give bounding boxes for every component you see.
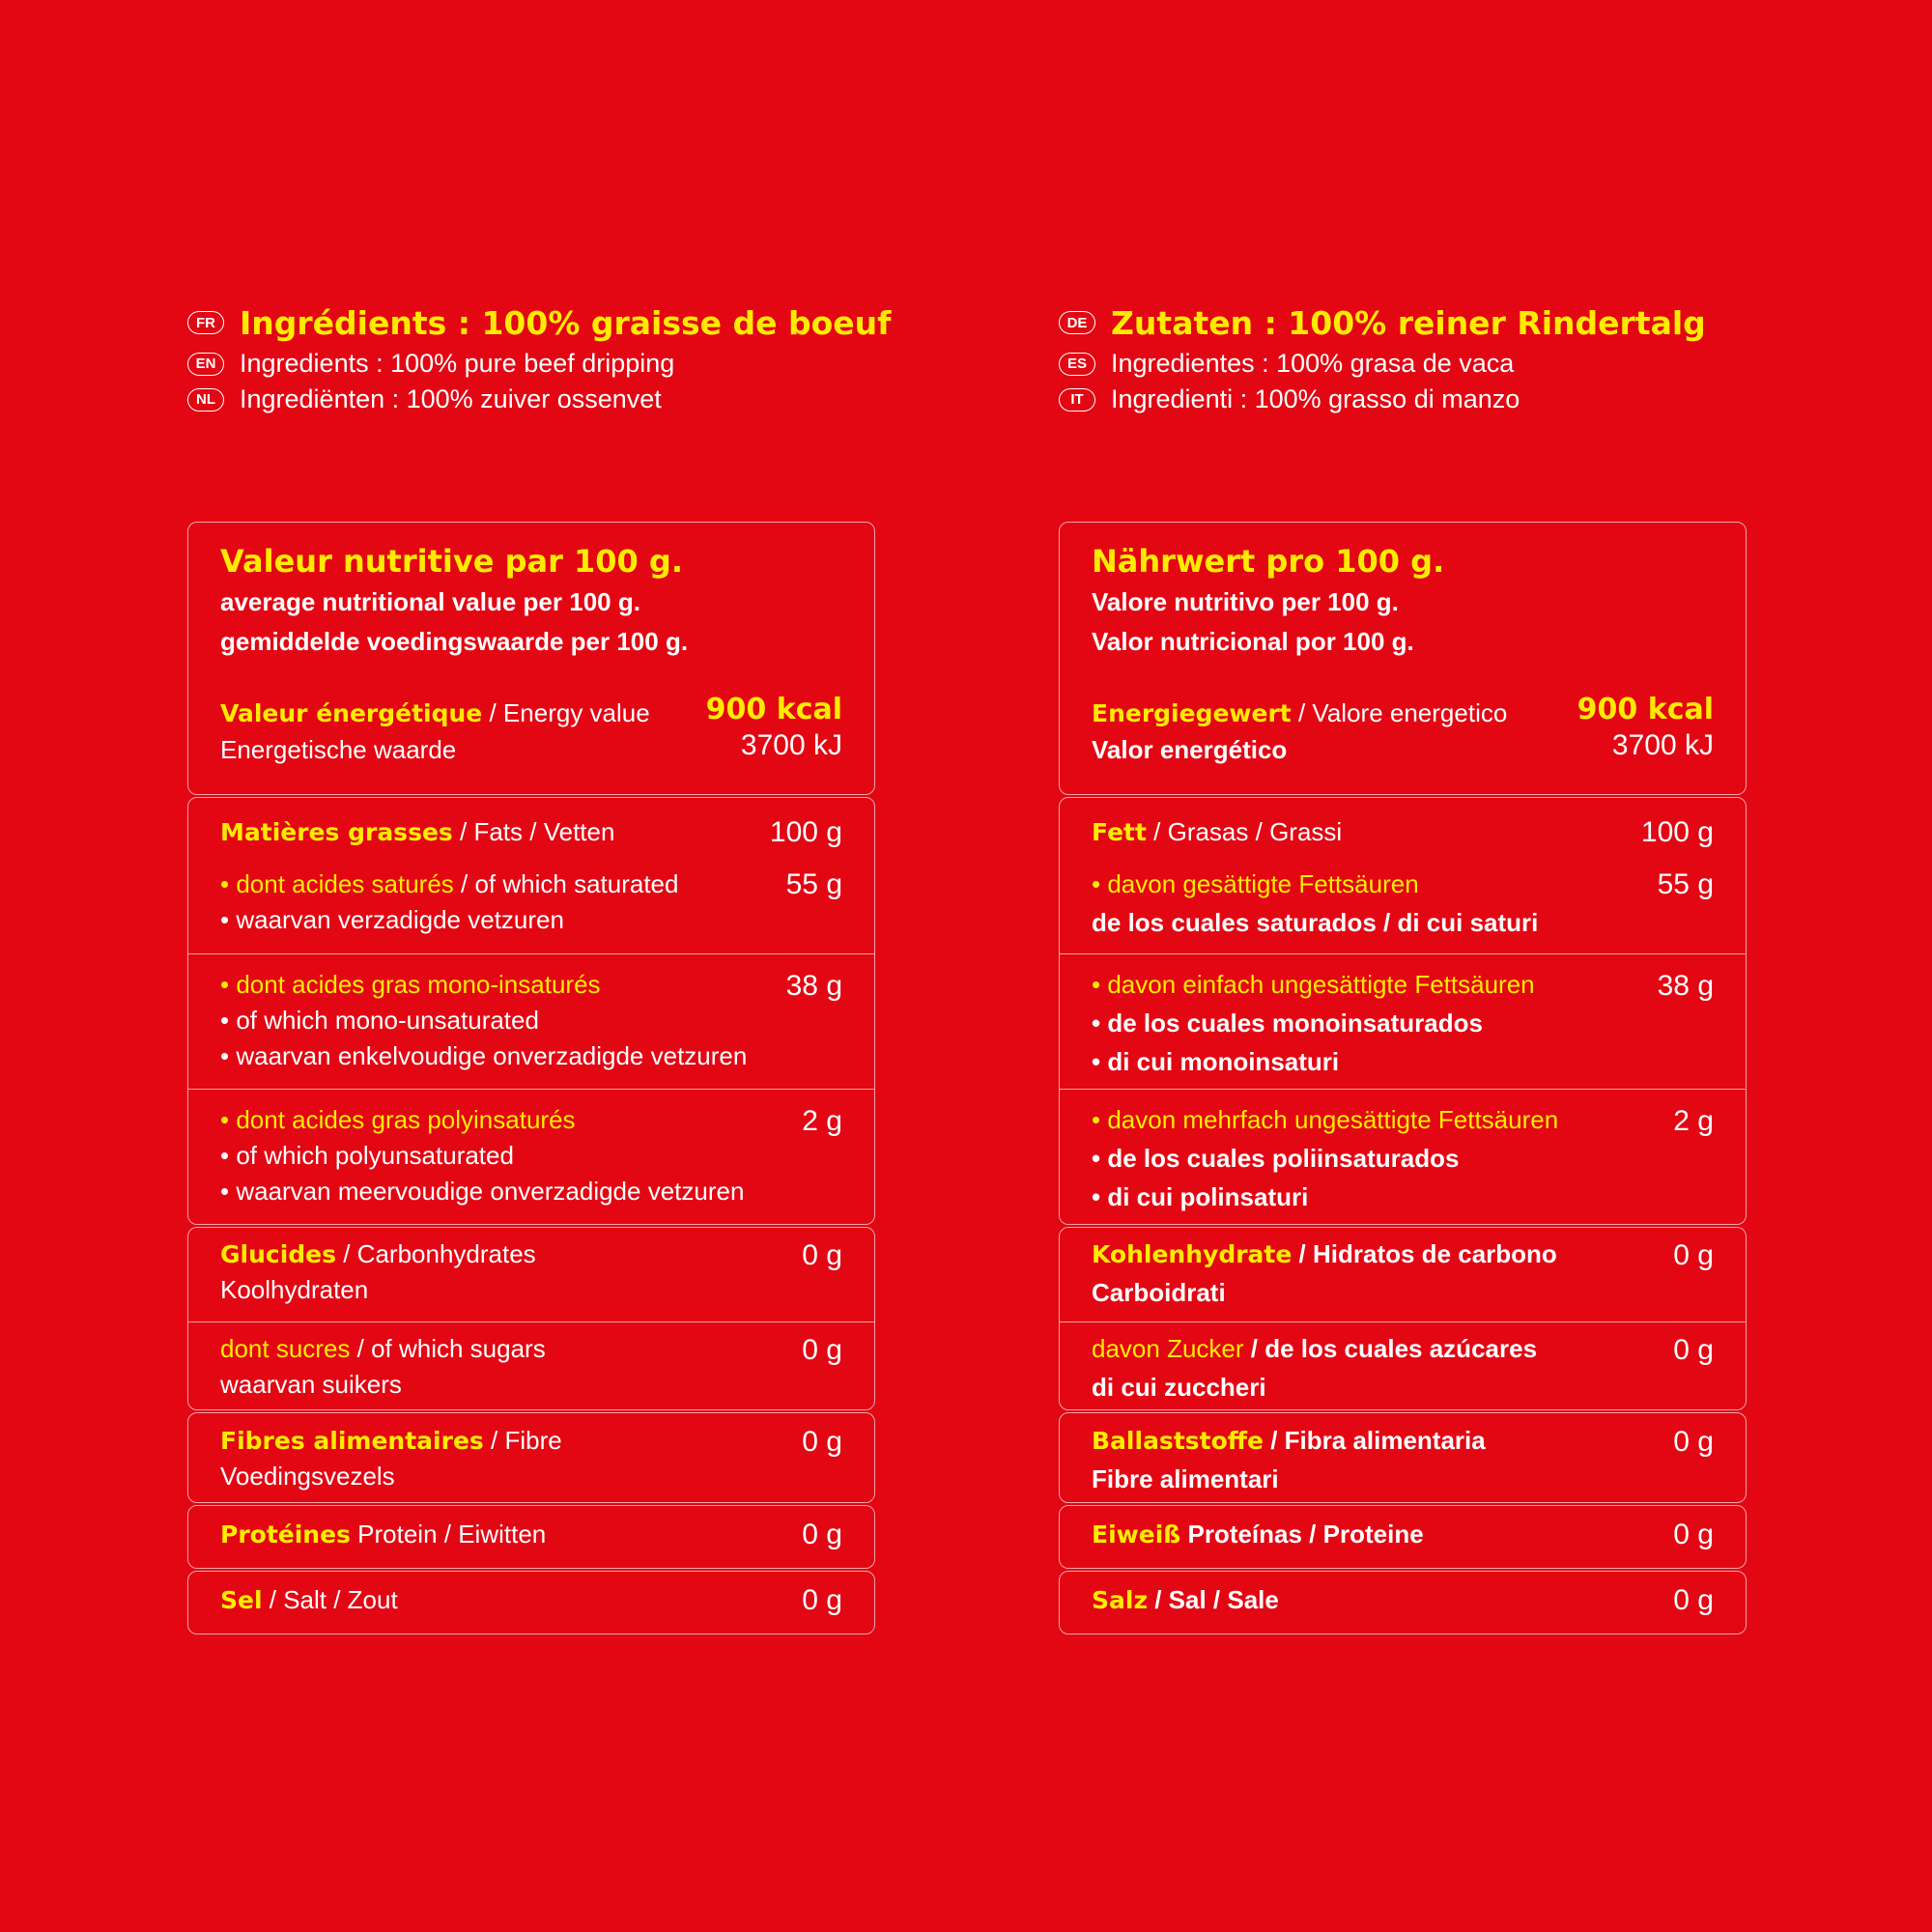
ingredients-fr bbox=[187, 301, 980, 344]
ingredients-right bbox=[1059, 301, 1851, 417]
mono-label-line2: • de los cuales monoinsaturados bbox=[1092, 1009, 1483, 1037]
salt-group bbox=[1059, 1571, 1747, 1634]
nutrition-panel-left bbox=[187, 522, 875, 1636]
poly-label-line3: • waarvan meervoudige onverzadigde vetzuren bbox=[220, 1177, 745, 1206]
energy-label-rest: / Valore energetico bbox=[1291, 698, 1508, 727]
protein-label: Eiweiß bbox=[1092, 1520, 1181, 1548]
mono-row bbox=[1060, 953, 1746, 1089]
poly-label: • davon mehrfach ungesättigte Fettsäuren bbox=[1092, 1105, 1559, 1134]
carbs-label-line2: Carboidrati bbox=[1092, 1278, 1226, 1307]
sugars-row bbox=[188, 1321, 874, 1409]
fibre-label-rest: / Fibra alimentaria bbox=[1263, 1426, 1486, 1455]
fats-group bbox=[187, 797, 875, 1225]
energy-label: Energiegewert bbox=[1092, 699, 1292, 727]
fats-value: 100 g bbox=[1640, 816, 1714, 848]
carbs-label-line2: Koolhydraten bbox=[220, 1275, 369, 1304]
salt-label: Salz bbox=[1092, 1586, 1148, 1614]
carbs-group bbox=[1059, 1227, 1747, 1410]
ingredients-en bbox=[187, 346, 980, 382]
ingredients-text: Ingrediënten : 100% zuiver ossenvet bbox=[240, 384, 662, 413]
fibre-label-line2: Voedingsvezels bbox=[220, 1462, 395, 1491]
lang-badge-fr: FR bbox=[187, 311, 224, 334]
sugars-label-line2: waarvan suikers bbox=[220, 1370, 402, 1399]
mono-label-line2: • of which mono-unsaturated bbox=[220, 1006, 539, 1035]
poly-row bbox=[188, 1089, 874, 1224]
nutrition-header bbox=[187, 522, 875, 795]
protein-value: 0 g bbox=[1673, 1519, 1714, 1550]
salt-value: 0 g bbox=[1673, 1584, 1714, 1616]
protein-label-rest: Proteínas / Proteine bbox=[1180, 1520, 1424, 1548]
lang-badge-en: EN bbox=[187, 353, 224, 376]
mono-label: • davon einfach ungesättigte Fettsäuren bbox=[1092, 970, 1535, 999]
lang-badge-de: DE bbox=[1059, 311, 1095, 334]
energy-row bbox=[1092, 693, 1714, 776]
sugars-value: 0 g bbox=[1673, 1334, 1714, 1366]
fats-value: 100 g bbox=[769, 816, 842, 848]
ingredients-text: Zutaten : 100% reiner Rindertalg bbox=[1111, 303, 1706, 342]
salt-row bbox=[188, 1572, 874, 1634]
fibre-group bbox=[187, 1412, 875, 1503]
protein-value: 0 g bbox=[802, 1519, 842, 1550]
ingredients-de bbox=[1059, 301, 1851, 344]
nutrition-subtitle: average nutritional value per 100 g. bbox=[220, 587, 640, 616]
energy-label-rest: / Energy value bbox=[482, 698, 650, 727]
sugars-label: dont sucres bbox=[220, 1334, 351, 1363]
mono-label-line3: • waarvan enkelvoudige onverzadigde vetzuren bbox=[220, 1041, 748, 1070]
mono-label-line3: • di cui monoinsaturi bbox=[1092, 1047, 1340, 1076]
salt-label-rest: / Sal / Sale bbox=[1148, 1585, 1279, 1614]
carbs-group bbox=[187, 1227, 875, 1410]
poly-value: 2 g bbox=[1673, 1105, 1714, 1137]
saturated-label: • davon gesättigte Fettsäuren bbox=[1092, 869, 1419, 898]
carbs-row bbox=[1060, 1228, 1746, 1321]
mono-label: • dont acides gras mono-insaturés bbox=[220, 970, 601, 999]
salt-label: Sel bbox=[220, 1586, 263, 1614]
poly-row bbox=[1060, 1089, 1746, 1224]
ingredients-text: Ingredienti : 100% grasso di manzo bbox=[1111, 384, 1520, 413]
fats-group bbox=[1059, 797, 1747, 1225]
energy-kcal: 900 kcal bbox=[1577, 693, 1714, 726]
salt-value: 0 g bbox=[802, 1584, 842, 1616]
fats-label: Matières grasses bbox=[220, 818, 453, 846]
energy-kj: 3700 kJ bbox=[740, 729, 842, 761]
carbs-label: Kohlenhydrate bbox=[1092, 1240, 1293, 1268]
energy-label: Valeur énergétique bbox=[220, 699, 483, 727]
lang-badge-it: IT bbox=[1059, 388, 1095, 412]
saturated-value: 55 g bbox=[785, 868, 842, 900]
carbs-label-rest: / Hidratos de carbono bbox=[1292, 1239, 1557, 1268]
energy-label-line2: Energetische waarde bbox=[220, 735, 457, 764]
fibre-row bbox=[1060, 1413, 1746, 1502]
poly-value: 2 g bbox=[802, 1105, 842, 1137]
sugars-label: davon Zucker bbox=[1092, 1334, 1244, 1363]
sugars-label-rest: / of which sugars bbox=[350, 1334, 546, 1363]
salt-label-rest: / Salt / Zout bbox=[262, 1585, 398, 1614]
sugars-value: 0 g bbox=[802, 1334, 842, 1366]
nutrition-title: Nährwert pro 100 g. bbox=[1092, 543, 1445, 580]
carbs-value: 0 g bbox=[802, 1239, 842, 1271]
saturated-label-rest: / of which saturated bbox=[453, 869, 679, 898]
sugars-row bbox=[1060, 1321, 1746, 1409]
fibre-label-line2: Fibre alimentari bbox=[1092, 1464, 1279, 1493]
fibre-label-rest: / Fibre bbox=[483, 1426, 562, 1455]
nutrition-subtitle: Valore nutritivo per 100 g. bbox=[1092, 587, 1399, 616]
saturated-label-line2: de los cuales saturados / di cui saturi bbox=[1092, 908, 1539, 937]
fibre-value: 0 g bbox=[802, 1426, 842, 1458]
carbs-row bbox=[188, 1228, 874, 1321]
carbs-value: 0 g bbox=[1673, 1239, 1714, 1271]
poly-label-line2: • of which polyunsaturated bbox=[220, 1141, 514, 1170]
nutrition-panel-right bbox=[1059, 522, 1747, 1636]
energy-row bbox=[220, 693, 842, 776]
mono-value: 38 g bbox=[1657, 970, 1714, 1002]
fibre-row bbox=[188, 1413, 874, 1502]
protein-label-rest: Protein / Eiwitten bbox=[350, 1520, 547, 1548]
ingredients-text: Ingredientes : 100% grasa de vaca bbox=[1111, 349, 1515, 378]
fibre-group bbox=[1059, 1412, 1747, 1503]
saturated-label: • dont acides saturés bbox=[220, 869, 454, 898]
mono-row bbox=[188, 953, 874, 1089]
fibre-value: 0 g bbox=[1673, 1426, 1714, 1458]
energy-kj: 3700 kJ bbox=[1611, 729, 1714, 761]
fats-label: Fett bbox=[1092, 818, 1147, 846]
nutrition-title: Valeur nutritive par 100 g. bbox=[220, 543, 683, 580]
ingredients-left bbox=[187, 301, 980, 417]
protein-row bbox=[1060, 1506, 1746, 1568]
nutrition-subtitle: Valor nutricional por 100 g. bbox=[1092, 627, 1414, 656]
energy-kcal: 900 kcal bbox=[705, 693, 842, 726]
ingredients-text: Ingredients : 100% pure beef dripping bbox=[240, 349, 675, 378]
poly-label-line3: • di cui polinsaturi bbox=[1092, 1182, 1309, 1211]
lang-badge-es: ES bbox=[1059, 353, 1095, 376]
saturated-value: 55 g bbox=[1657, 868, 1714, 900]
ingredients-es bbox=[1059, 346, 1851, 382]
sugars-label-line2: di cui zuccheri bbox=[1092, 1373, 1266, 1402]
salt-row bbox=[1060, 1572, 1746, 1634]
mono-value: 38 g bbox=[785, 970, 842, 1002]
fats-label-rest: / Grasas / Grassi bbox=[1146, 817, 1343, 846]
poly-label: • dont acides gras polyinsaturés bbox=[220, 1105, 576, 1134]
salt-group bbox=[187, 1571, 875, 1634]
ingredients-nl bbox=[187, 382, 980, 417]
protein-group bbox=[1059, 1505, 1747, 1569]
fats-label-rest: / Fats / Vetten bbox=[452, 817, 615, 846]
ingredients-text: Ingrédients : 100% graisse de boeuf bbox=[240, 303, 892, 342]
protein-label: Protéines bbox=[220, 1520, 351, 1548]
saturated-label-line2: • waarvan verzadigde vetzuren bbox=[220, 905, 564, 934]
carbs-label: Glucides bbox=[220, 1240, 337, 1268]
nutrition-subtitle: gemiddelde voedingswaarde per 100 g. bbox=[220, 627, 689, 656]
lang-badge-nl: NL bbox=[187, 388, 224, 412]
fats-row bbox=[1060, 798, 1746, 953]
carbs-label-rest: / Carbonhydrates bbox=[336, 1239, 536, 1268]
nutrition-header bbox=[1059, 522, 1747, 795]
fibre-label: Ballaststoffe bbox=[1092, 1427, 1264, 1455]
fats-row bbox=[188, 798, 874, 953]
fibre-label: Fibres alimentaires bbox=[220, 1427, 484, 1455]
sugars-label-rest: / de los cuales azúcares bbox=[1243, 1334, 1538, 1363]
protein-group bbox=[187, 1505, 875, 1569]
energy-label-line2: Valor energético bbox=[1092, 735, 1288, 764]
poly-label-line2: • de los cuales poliinsaturados bbox=[1092, 1144, 1460, 1173]
ingredients-it bbox=[1059, 382, 1851, 417]
protein-row bbox=[188, 1506, 874, 1568]
